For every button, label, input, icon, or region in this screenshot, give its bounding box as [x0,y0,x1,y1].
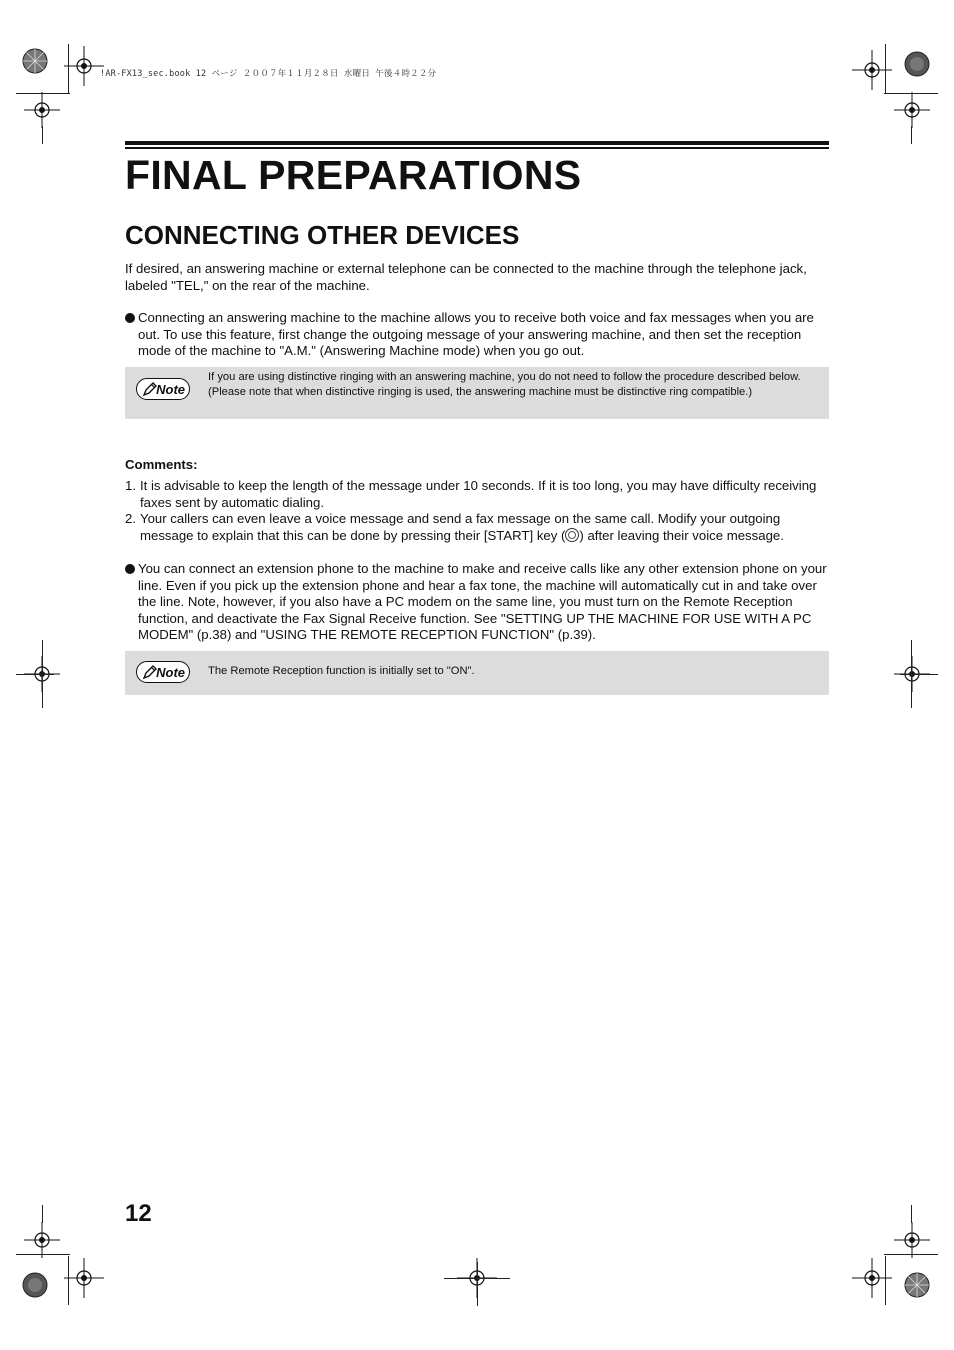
note-box [125,367,829,419]
color-registration-circle-icon [900,47,934,81]
comment-text: It is advisable to keep the length of the message under 10 seconds. If it is too long, you may have difficulty receiving faxes sent by automatic dialing. [140,478,817,510]
crosshair-registration-icon [852,1258,892,1298]
color-registration-circle-icon [900,1268,934,1302]
page-title: FINAL PREPARATIONS [125,152,582,198]
section-title: CONNECTING OTHER DEVICES [125,220,520,250]
comment-item [125,478,829,511]
bullet-dot-icon [125,564,135,574]
title-rule-thin [125,147,829,149]
note-text: If you are using distinctive ringing with an answering machine, you do not need to follow the procedure described below. (Please note that when distinctive ringing is used, the answering machine must be distinctive ring compatible.) [208,371,801,398]
pencil-icon [142,665,158,680]
comment-number: 1. [125,478,136,493]
crosshair-registration-icon [64,1258,104,1298]
page-number: 12 [125,1200,152,1227]
comment-text-after: ) after leaving their voice message. [579,527,784,543]
crosshair-registration-icon [64,46,104,86]
start-key-icon [565,528,579,542]
comment-item [125,511,829,544]
crosshair-registration-icon [894,92,930,128]
bullet-extension-phone [125,561,829,644]
note-text: The Remote Reception function is initially set to "ON". [208,665,475,677]
pencil-icon [142,382,158,397]
comment-text-before: Your callers can even leave a voice message and send a fax message on the same call. Modify your outgoing message to explain that this can be done by pressing their [START] key ( [140,511,781,543]
pencil-note-icon [136,661,190,683]
note-label: Note [156,665,185,680]
crosshair-registration-icon [24,92,60,128]
bullet-text: Connecting an answering machine to the machine allows you to receive both voice and fax messages when you are out. To use this feature, first change the outgoing message of your answering machine, and then set the reception mode of the machine to "A.M." (Answering Machine mode) when you go out. [138,310,814,359]
print-header-meta: !AR-FX13_sec.book 12 ページ ２００７年１１月２８日 水曜日 午後４時２２分 [100,69,437,79]
pencil-note-icon [136,378,190,400]
comments-heading: Comments: [125,457,198,472]
comment-text [140,511,829,544]
comment-number: 2. [125,511,136,526]
note-box [125,651,829,695]
crosshair-registration-icon [24,1222,60,1258]
title-rule-thick [125,141,829,145]
note-label: Note [156,382,185,397]
bullet-answering-machine [125,310,829,360]
intro-paragraph: If desired, an answering machine or external telephone can be connected to the machine through the telephone jack, labeled "TEL," on the rear of the machine. [125,261,807,293]
color-registration-circle-icon [18,1268,52,1302]
crosshair-registration-icon [894,1222,930,1258]
crosshair-registration-icon [852,50,892,90]
color-registration-circle-icon [18,44,52,78]
bullet-text: You can connect an extension phone to the machine to make and receive calls like any other extension phone on your line. Even if you pick up the extension phone and hear a fax tone, the machine will automatically cut in and take over the line. Note, however, if you also have a PC modem on the same line, you must turn on the Remote Reception function, and deactivate the Fax Signal Receive function. See "SETTING UP THE MACHINE FOR USE WITH A PC MODEM" (p.38) and "USING THE REMOTE RECEPTION FUNCTION" (p.39). [138,561,827,643]
bullet-dot-icon [125,313,135,323]
